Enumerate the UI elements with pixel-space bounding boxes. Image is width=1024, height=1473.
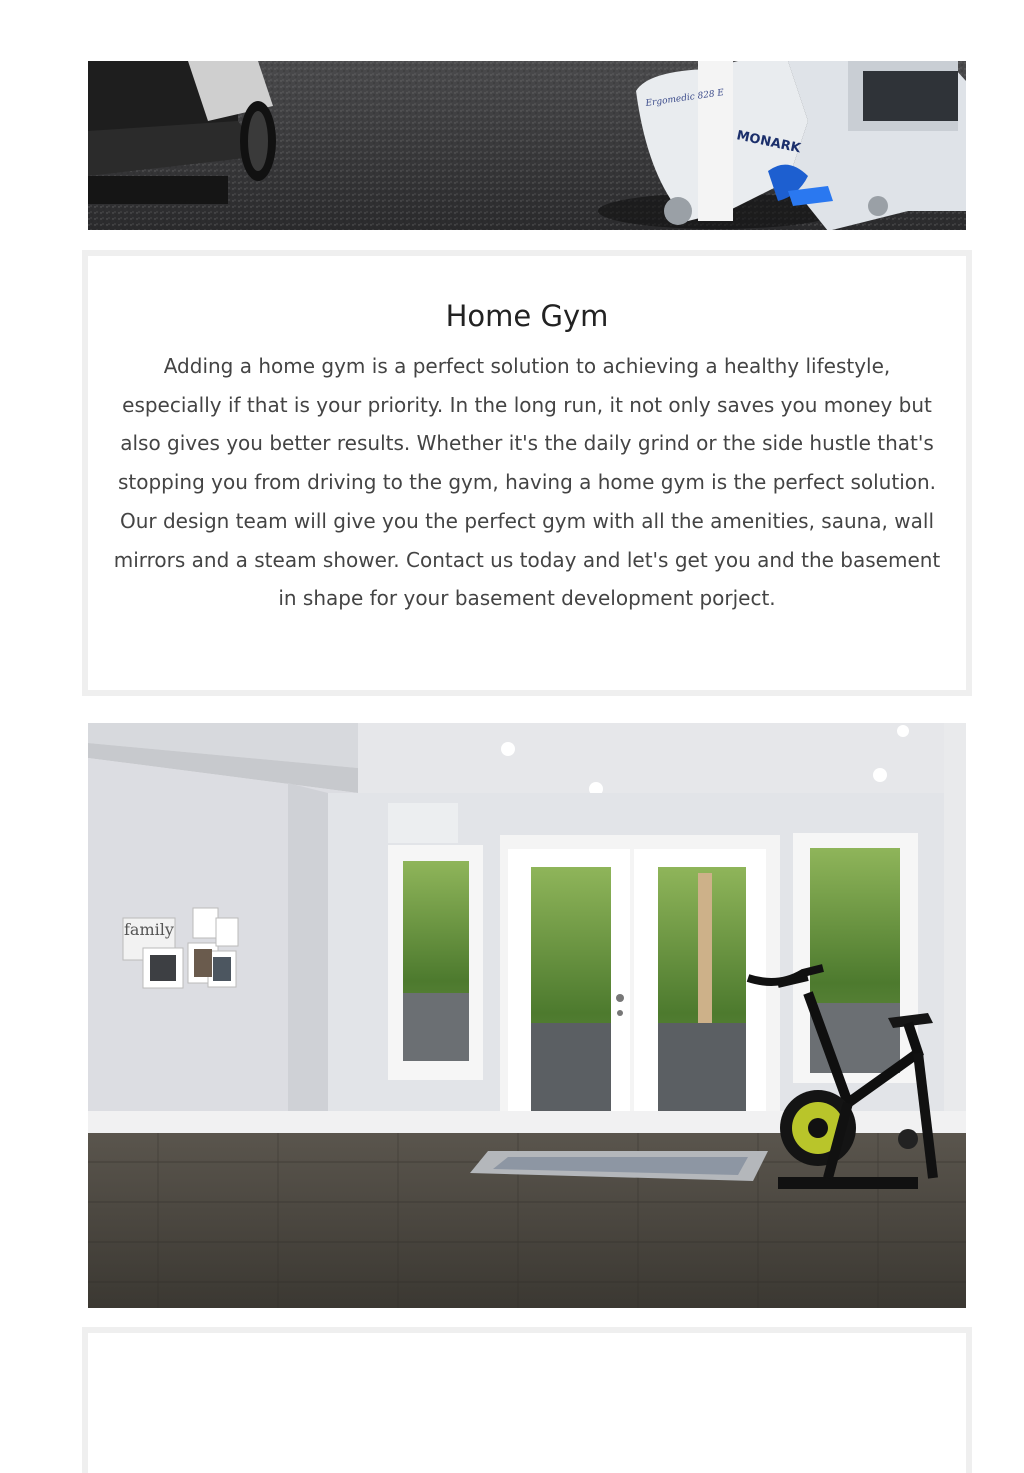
bike-brand-text: MONARK (735, 128, 802, 157)
family-sign-text: family (124, 920, 174, 939)
exercise-bike-shape (636, 61, 966, 230)
hero-gym-image (88, 61, 966, 230)
section-title: Home Gym (445, 299, 609, 333)
home-gym-card (82, 250, 972, 696)
basement-room-illustration (88, 723, 966, 1308)
bike-model-text: Ergomedic 828 E (645, 88, 725, 109)
section-body: Adding a home gym is a perfect solution to achieving a healthy lifestyle, especially if that is your priority. In the long run, it not only saves you money but also gives you better results. Whether it's the daily grind or the side hustle that's stopping you from driving to the gym, having a home gym is the perfect solution. Our design team will give you the perfect gym with all the amenities, sauna, wall mirrors and a steam shower. Contact us today and let's get you and the basement in shape for your basement development porject. (113, 354, 941, 611)
basement-room-image (88, 723, 966, 1308)
next-section-card (82, 1327, 972, 1473)
hero-gym-illustration (88, 61, 966, 230)
